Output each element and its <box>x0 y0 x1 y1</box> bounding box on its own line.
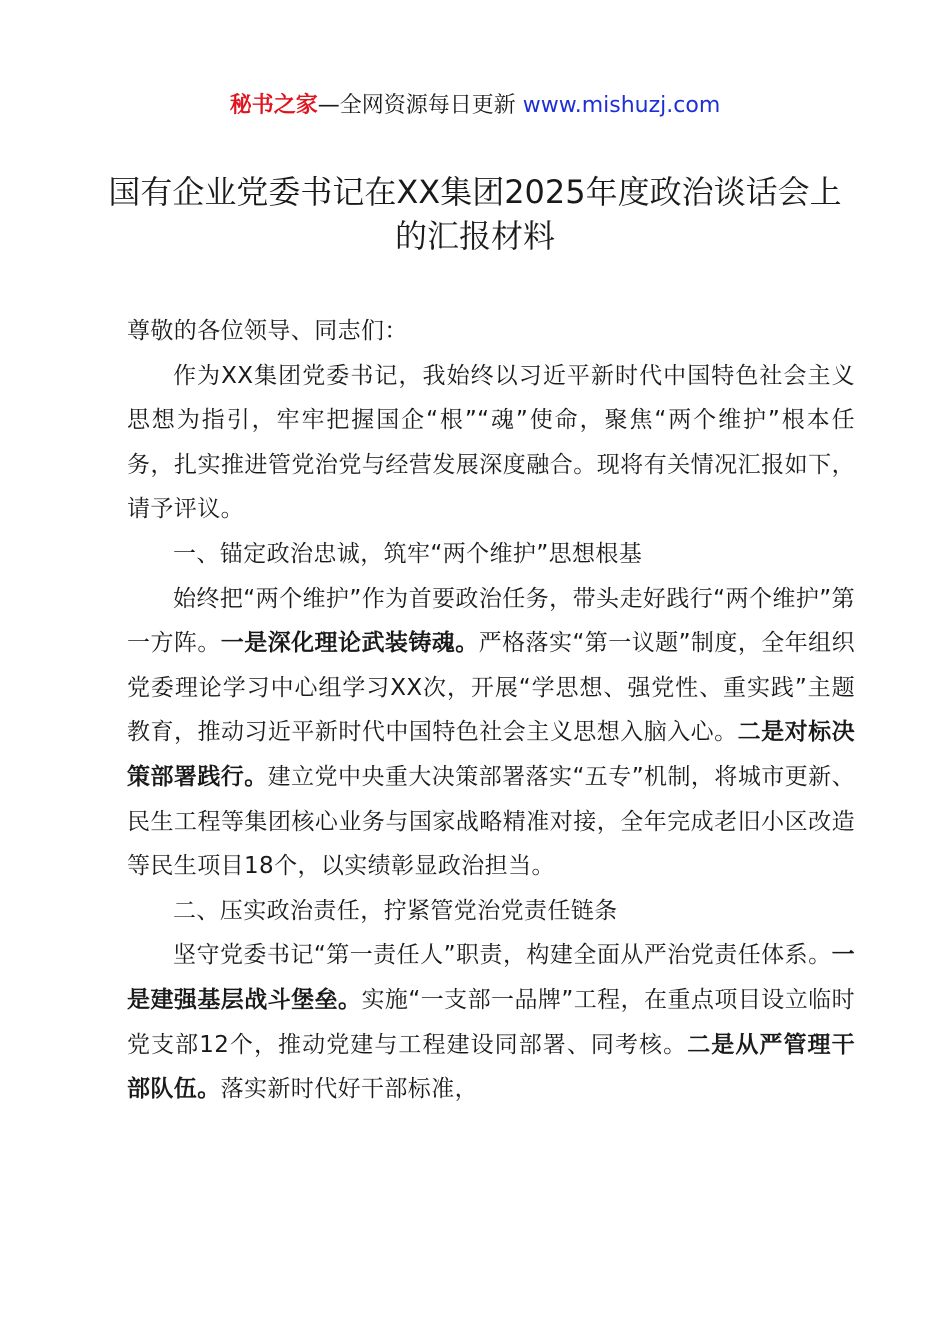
document-body <box>127 309 855 1112</box>
brand-name: 秘书之家 <box>229 93 318 118</box>
document-title: 国有企业党委书记在XX集团2025年度政治谈话会上的汇报材料 <box>108 173 842 255</box>
section-1-heading: 一、锚定政治忠诚，筑牢“两个维护”思想根基 <box>173 540 643 567</box>
section-1-paragraph <box>127 577 855 889</box>
site-header <box>0 90 950 122</box>
salutation: 尊敬的各位领导、同志们： <box>127 318 408 344</box>
section-1-lead: 始终把“两个维护”作为首要政治任务，带头走好践行“两个维护”第一方阵。 <box>127 585 855 657</box>
section-1-point-1-text: 严格落实“第一议题”制度，全年组织党委理论学习中心组学习XX次，开展“学思想、强党性、重实践”主题教育，推动习近平新时代中国特色社会主义思想入脑入心。 <box>127 630 855 746</box>
section-2-paragraph <box>127 933 855 1111</box>
section-1-point-2-title: 二是对标决策部署践行。 <box>127 719 856 790</box>
section-2-heading: 二、压实政治责任，拧紧管党治党责任链条 <box>173 897 618 924</box>
section-2-point-1-text: 实施“一支部一品牌”工程，在重点项目设立临时党支部12个，推动党建与工程建设同部署、同考核。 <box>127 986 856 1058</box>
site-slogan: —全网资源每日更新 <box>317 93 516 118</box>
section-1-point-2-text: 建立党中央重大决策部署落实“五专”机制，将城市更新、民生工程等集团核心业务与国家战略精准对接，全年完成老旧小区改造等民生项目18个，以实绩彰显政治担当。 <box>127 763 855 880</box>
intro-paragraph: 作为XX集团党委书记，我始终以习近平新时代中国特色社会主义思想为指引，牢牢把握国企“根”“魂”使命，聚焦“两个维护”根本任务，扎实推进管党治党与经营发展深度融合。现将有关情况汇报如下，请予评议。 <box>127 362 855 523</box>
section-2-point-2-title: 二是从严管理干部队伍。 <box>127 1031 855 1103</box>
section-2-lead: 坚守党委书记“第一责任人”职责，构建全面从严治党责任体系。 <box>173 942 832 969</box>
section-2-point-1-title: 一是建强基层战斗堡垒。 <box>127 942 855 1013</box>
section-1-point-1-title: 一是深化理论武装铸魂。 <box>220 630 479 657</box>
section-2-point-2-text: 落实新时代好干部标准， <box>220 1076 479 1103</box>
site-url-link[interactable]: www.mishuzj.com <box>522 93 721 118</box>
